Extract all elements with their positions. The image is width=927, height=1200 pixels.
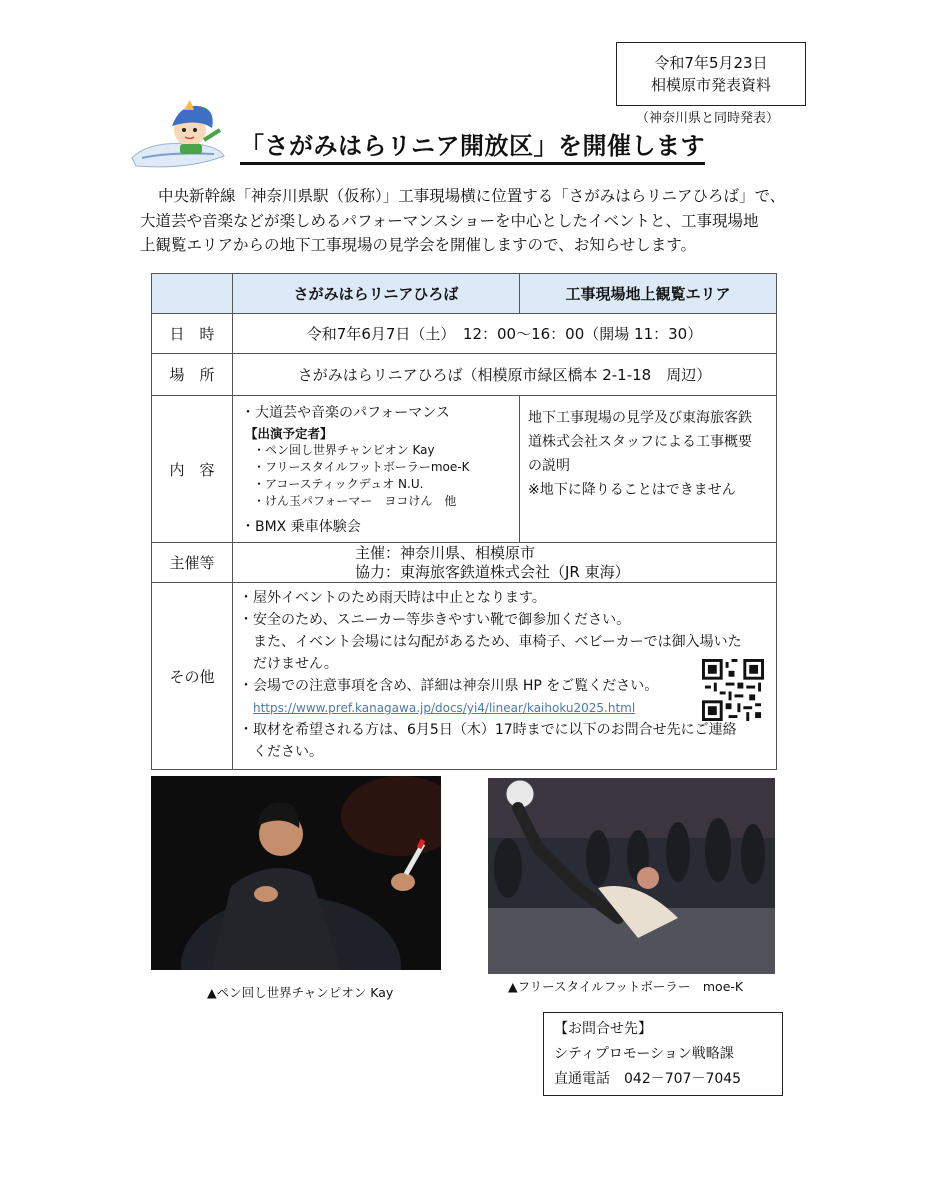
- content-viewing-area: [520, 396, 777, 543]
- other-line: ・安全のため、スニーカー等歩きやすい靴で御参加ください。: [239, 612, 631, 628]
- other-line: ・取材を希望される方は、6月5日（木）17時までに以下のお問合せ先にご連絡: [239, 722, 737, 738]
- content-linear-plaza: [233, 396, 520, 543]
- performer-item: ・アコースティックデュオ N.U.: [253, 477, 424, 491]
- performers-title: 【出演予定者】: [245, 426, 333, 441]
- place-label: 場 所: [152, 354, 233, 396]
- contact-dept: シティプロモーション戦略課: [554, 1046, 734, 1062]
- photo-pen-spinner: [151, 776, 441, 970]
- content-item-bmx: ・BMX 乗車体験会: [241, 519, 361, 535]
- intro-paragraph: [140, 184, 790, 258]
- contact-phone: 直通電話 042－707－7045: [554, 1071, 742, 1087]
- performer-item: ・フリースタイルフットボーラーmoe-K: [253, 460, 470, 474]
- other-label: その他: [152, 583, 233, 770]
- date-row: [152, 314, 777, 354]
- kanagawa-hp-link[interactable]: https://www.pref.kanagawa.jp/docs/yi4/linear/kaihoku2025.html: [253, 701, 636, 715]
- photo-caption-moe-k: ▲フリースタイルフットボーラー moe-K: [508, 979, 744, 994]
- release-date-box: [616, 42, 806, 106]
- content-row: [152, 396, 777, 543]
- photo-freestyle-football: [488, 778, 775, 974]
- other-line: ・屋外イベントのため雨天時は中止となります。: [239, 590, 546, 606]
- host-line: 協力：東海旅客鉄道株式会社（JR 東海）: [355, 562, 630, 581]
- content-item-performance: ・大道芸や音楽のパフォーマンス: [241, 405, 450, 421]
- other-line: ・会場での注意事項を含め、詳細は神奈川県 HP をご覧ください。: [239, 678, 659, 694]
- host-value: [233, 543, 777, 583]
- table-header-row: [152, 274, 777, 314]
- photo-caption-kay: ▲ペン回し世界チャンピオン Kay: [207, 985, 394, 1000]
- content-right-line: 道株式会社スタッフによる工事概要: [528, 434, 752, 450]
- mascot-illustration: [128, 100, 238, 178]
- intro-line: 上観覧エリアからの地下工事現場の見学会を開催しますので、お知らせします。: [140, 236, 696, 254]
- other-row: [152, 583, 777, 770]
- col-header-viewing-area: 工事現場地上観覧エリア: [520, 274, 777, 314]
- contact-box: [543, 1012, 783, 1096]
- date-label: 日 時: [152, 314, 233, 354]
- performer-item: ・ペン回し世界チャンピオン Kay: [253, 443, 435, 457]
- intro-line: 中央新幹線「神奈川県駅（仮称）」工事現場横に位置する「さがみはらリニアひろば」で、: [158, 187, 786, 205]
- performer-item: ・けん玉パフォーマー ヨコけん 他: [253, 494, 457, 508]
- other-line: だけません。: [239, 656, 338, 672]
- header-empty-cell: [152, 274, 233, 314]
- event-details-table: [151, 273, 777, 770]
- host-row: [152, 543, 777, 583]
- intro-line: 大道芸や音楽などが楽しめるパフォーマンスショーを中心としたイベントと、工事現場地: [140, 211, 759, 230]
- contact-title: 【お問合せ先】: [554, 1021, 652, 1037]
- other-value: [233, 583, 777, 770]
- content-right-line: ※地下に降りることはできません: [528, 482, 736, 498]
- qr-code[interactable]: [702, 659, 764, 721]
- content-right-line: の説明: [528, 458, 570, 474]
- issuer: 相模原市発表資料: [650, 76, 771, 94]
- release-date: 令和7年5月23日: [654, 54, 768, 72]
- place-value: さがみはらリニアひろば（相模原市緑区橋本 2-1-18 周辺）: [233, 354, 777, 396]
- content-right-line: 地下工事現場の見学及び東海旅客鉄: [528, 410, 752, 426]
- simultaneous-release-note: （神奈川県と同時発表）: [636, 111, 780, 126]
- other-line: ください。: [239, 744, 323, 760]
- page-title: 「さがみはらリニア開放区」を開催します: [240, 126, 705, 165]
- other-line: また、イベント会場には勾配があるため、車椅子、ベビーカーでは御入場いた: [239, 634, 742, 650]
- date-value: 令和7年6月7日（土） 12：00～16：00（開場 11：30）: [233, 314, 777, 354]
- host-line: 主催：神奈川県、相模原市: [355, 543, 536, 562]
- place-row: [152, 354, 777, 396]
- host-label: 主催等: [152, 543, 233, 583]
- col-header-linear-plaza: さがみはらリニアひろば: [233, 274, 520, 314]
- content-label: 内 容: [152, 396, 233, 543]
